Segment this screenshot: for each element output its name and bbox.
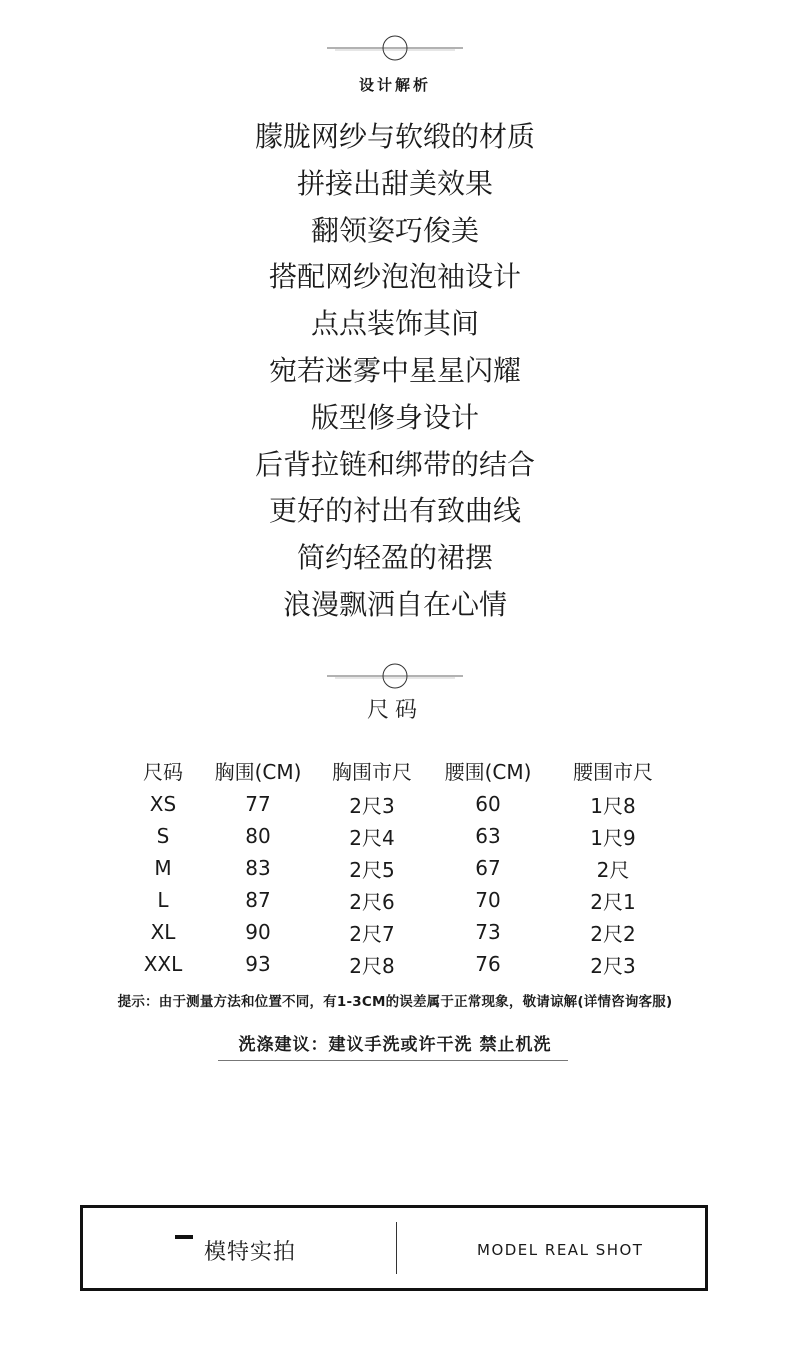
cell-waist-cm: 63 bbox=[475, 824, 501, 848]
cell-waist-cm: 70 bbox=[475, 888, 501, 912]
cell-waist-chi: 1尺8 bbox=[590, 793, 636, 818]
table-row bbox=[122, 852, 682, 884]
section-ornament bbox=[0, 33, 790, 63]
cell-waist-cm: 60 bbox=[475, 792, 501, 816]
header-size: 尺码 bbox=[143, 759, 183, 784]
cell-waist-chi: 2尺1 bbox=[590, 889, 636, 914]
section-ornament bbox=[0, 661, 790, 691]
design-line: 翻领姿巧俊美 bbox=[310, 213, 479, 247]
design-line: 浪漫飘洒自在心情 bbox=[282, 587, 507, 621]
table-row bbox=[122, 820, 682, 852]
cell-size: XXL bbox=[143, 952, 183, 976]
header-waist-chi: 腰围市尺 bbox=[573, 759, 653, 784]
design-line: 版型修身设计 bbox=[310, 400, 479, 434]
model-shot-title-en: MODEL REAL SHOT bbox=[477, 1241, 644, 1259]
cell-size: M bbox=[154, 856, 172, 880]
cell-bust-chi: 2尺4 bbox=[349, 825, 395, 850]
wash-advice: 洗涤建议：建议手洗或许干洗 禁止机洗 bbox=[238, 1035, 552, 1055]
cell-bust-cm: 90 bbox=[245, 920, 271, 944]
cell-bust-cm: 93 bbox=[245, 952, 271, 976]
model-shot-title-cn: 模特实拍 bbox=[204, 1240, 297, 1265]
cell-bust-cm: 83 bbox=[245, 856, 271, 880]
design-line: 拼接出甜美效果 bbox=[296, 166, 493, 200]
model-shot-banner bbox=[80, 1205, 708, 1291]
vertical-divider bbox=[396, 1222, 397, 1274]
table-row bbox=[122, 788, 682, 820]
cell-waist-cm: 73 bbox=[475, 920, 501, 944]
cell-bust-cm: 87 bbox=[245, 888, 271, 912]
design-line: 简约轻盈的裙摆 bbox=[296, 541, 493, 575]
measurement-tip: 提示：由于测量方法和位置不同，有1-3CM的误差属于正常现象，敬请谅解(详情咨询客服) bbox=[117, 994, 673, 1010]
size-table-header bbox=[122, 752, 682, 788]
cell-size: S bbox=[156, 824, 170, 848]
cell-bust-chi: 2尺6 bbox=[349, 889, 395, 914]
cell-bust-cm: 77 bbox=[245, 792, 271, 816]
cell-bust-cm: 80 bbox=[245, 824, 271, 848]
header-bust-chi: 胸围市尺 bbox=[332, 759, 412, 784]
cell-size: XL bbox=[150, 920, 176, 944]
design-description bbox=[0, 114, 790, 629]
design-analysis-title: 设计解析 bbox=[358, 76, 431, 94]
size-table bbox=[122, 752, 682, 980]
design-line: 后背拉链和绑带的结合 bbox=[254, 447, 535, 481]
cell-waist-chi: 2尺2 bbox=[590, 921, 636, 946]
size-section-title: 尺码 bbox=[366, 698, 423, 723]
design-line: 搭配网纱泡泡袖设计 bbox=[268, 260, 521, 294]
cell-waist-cm: 67 bbox=[475, 856, 501, 880]
wash-underline bbox=[218, 1060, 568, 1061]
design-line: 朦胧网纱与软缎的材质 bbox=[254, 120, 535, 153]
header-bust-cm: 胸围(CM) bbox=[214, 759, 302, 784]
table-row bbox=[122, 948, 682, 980]
design-line: 更好的衬出有致曲线 bbox=[268, 494, 521, 528]
cell-bust-chi: 2尺7 bbox=[349, 921, 395, 946]
cell-size: L bbox=[157, 888, 169, 912]
cell-bust-chi: 2尺5 bbox=[349, 857, 395, 882]
cell-waist-cm: 76 bbox=[475, 952, 501, 976]
dash-mark bbox=[175, 1235, 193, 1239]
cell-waist-chi: 1尺9 bbox=[590, 825, 636, 850]
cell-waist-chi: 2尺 bbox=[596, 857, 630, 882]
table-row bbox=[122, 916, 682, 948]
design-line: 宛若迷雾中星星闪耀 bbox=[268, 353, 521, 387]
table-row bbox=[122, 884, 682, 916]
design-line: 点点装饰其间 bbox=[310, 307, 479, 341]
cell-bust-chi: 2尺8 bbox=[349, 953, 395, 978]
cell-bust-chi: 2尺3 bbox=[349, 793, 395, 818]
cell-waist-chi: 2尺3 bbox=[590, 953, 636, 978]
cell-size: XS bbox=[149, 792, 177, 816]
header-waist-cm: 腰围(CM) bbox=[444, 759, 532, 784]
